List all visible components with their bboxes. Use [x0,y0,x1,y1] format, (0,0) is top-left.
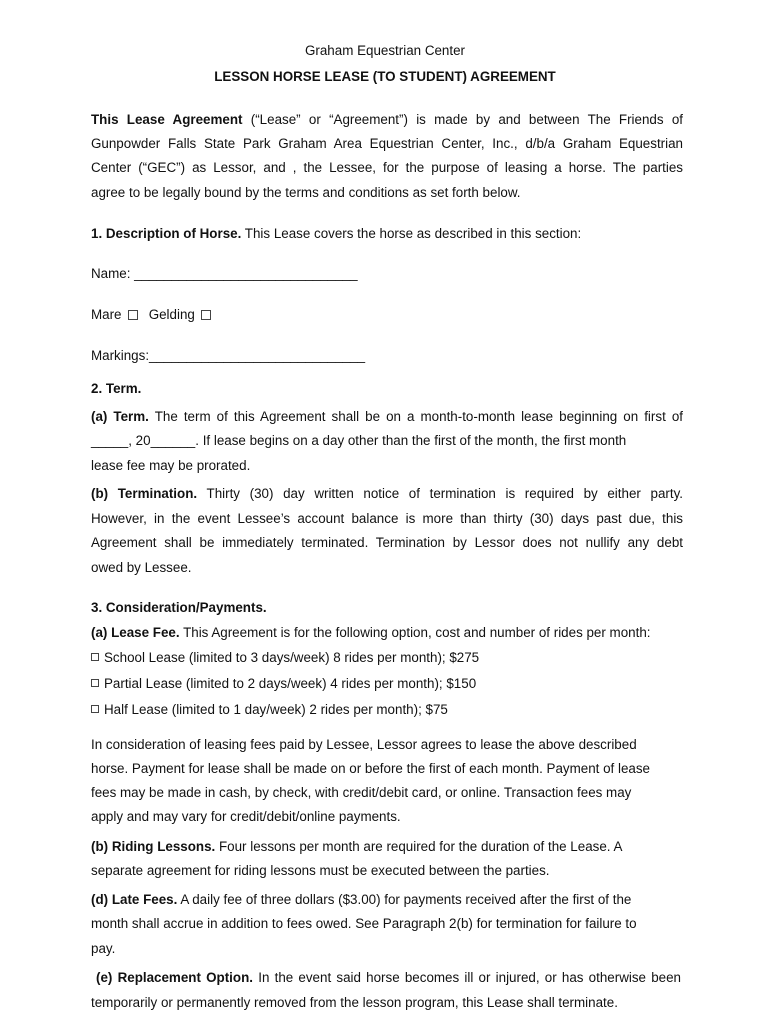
consideration-line-3: fees may be made in cash, by check, with credit/debit card, or online. Transaction fees may [91,785,632,800]
mare-checkbox[interactable] [128,310,138,320]
intro-lead: This Lease Agreement [91,112,243,127]
riding-lessons-lead: (b) Riding Lessons. [91,839,216,854]
consideration-line-1: In consideration of leasing fees paid by Lessee, Lessor agrees to lease the above described [91,737,637,752]
term-line-1: (a) Term. The term of this Agreement shall be on a month-to-month lease beginning on first of [91,409,683,424]
late-fees-line-3: pay. [91,941,116,956]
intro-line-2: Gunpowder Falls State Park Graham Area Equestrian Center, Inc., d/b/a Graham Equestrian [91,136,683,151]
replacement-line-2: temporarily or permanently removed from the lesson program, this Lease shall terminate. [91,995,618,1010]
markings-field[interactable]: Markings:_____________________________ [91,348,366,363]
termination-line-3: Agreement shall be immediately terminated. Termination by Lessor does not nullify any debt [91,535,683,550]
gelding-checkbox[interactable] [201,310,211,320]
section-1-line: 1. Description of Horse. This Lease covers the horse as described in this section: [91,226,582,241]
termination-line-4: owed by Lessee. [91,560,192,575]
lease-fee-lead: (a) Lease Fee. [91,625,180,640]
intro-line-3: Center (“GEC”) as Lessor, and , the Lessee, for the purpose of leasing a horse. The parties [91,160,683,175]
mare-label: Mare [91,307,122,322]
lease-option-school[interactable]: School Lease (limited to 3 days/week) 8 rides per month); $275 [91,650,479,665]
org-name: Graham Equestrian Center [304,43,466,58]
school-lease-checkbox[interactable] [91,653,99,661]
lease-option-half[interactable]: Half Lease (limited to 1 day/week) 2 rides per month); $75 [91,702,448,717]
term-line-3: lease fee may be prorated. [91,458,251,473]
document-title: LESSON HORSE LEASE (TO STUDENT) AGREEMENT [214,69,556,84]
late-fees-line-2: month shall accrue in addition to fees owed. See Paragraph 2(b) for termination for failure to [91,916,637,931]
replacement-line-1: (e) Replacement Option. In the event said horse becomes ill or injured, or has otherwise been [96,970,681,985]
late-fees-line-1: (d) Late Fees. A daily fee of three dollars ($3.00) for payments received after the first of the [91,892,632,907]
sex-options [91,307,211,322]
half-lease-checkbox[interactable] [91,705,99,713]
termination-lead: (b) Termination. [91,486,198,501]
section-2-heading: 2. Term. [91,381,142,396]
term-lead: (a) Term. [91,409,149,424]
section-1-heading: 1. Description of Horse. [91,226,242,241]
term-line-2: _____, 20______. If lease begins on a day other than the first of the month, the first month [91,433,627,448]
horse-name-field[interactable]: Name: ______________________________ [91,266,358,281]
termination-line-1: (b) Termination. Thirty (30) day written notice of termination is required by either party. [91,486,683,501]
gelding-label: Gelding [148,307,195,322]
intro-line-4: agree to be legally bound by the terms and conditions as set forth below. [91,185,521,200]
section-3-heading: 3. Consideration/Payments. [91,600,267,615]
lease-fee-line: (a) Lease Fee. This Agreement is for the following option, cost and number of rides per month: [91,625,651,640]
riding-lessons-line-2: separate agreement for riding lessons must be executed between the parties. [91,863,550,878]
partial-lease-checkbox[interactable] [91,679,99,687]
consideration-line-2: horse. Payment for lease shall be made on or before the first of each month. Payment of lease [91,761,650,776]
riding-lessons-line-1: (b) Riding Lessons. Four lessons per month are required for the duration of the Lease. A [91,839,623,854]
late-fees-lead: (d) Late Fees. [91,892,178,907]
termination-line-2: However, in the event Lessee’s account balance is more than thirty (30) days past due, this [91,511,683,526]
replacement-lead: (e) Replacement Option. [96,970,253,985]
lease-option-partial[interactable]: Partial Lease (limited to 2 days/week) 4 rides per month); $150 [91,676,476,691]
consideration-line-4: apply and may vary for credit/debit/online payments. [91,809,401,824]
intro-line-1: This Lease Agreement (“Lease” or “Agreement”) is made by and between The Friends of [91,112,684,127]
